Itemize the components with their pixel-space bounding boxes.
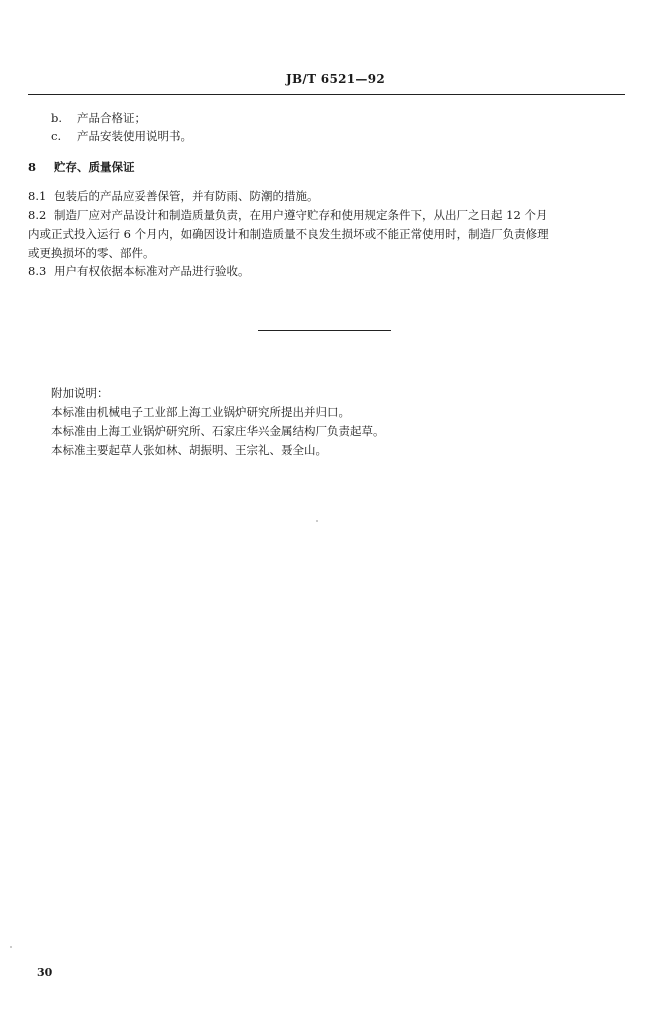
standard-code-header: JB/T 6521—92 (285, 72, 385, 86)
notes-line: 本标准主要起草人张如林、胡振明、王宗礼、聂全山。 (51, 443, 327, 457)
clause-text-continuation: 内或正式投入运行 6 个月内，如确因设计和制造质量不良发生损坏或不能正常使用时，制造厂负责修理 (28, 227, 549, 241)
list-item-text: 产品合格证； (77, 111, 146, 125)
list-item-marker: c. (51, 129, 62, 143)
clause-text: 包装后的产品应妥善保管，并有防雨、防潮的措施。 (54, 189, 319, 203)
clause-text: 用户有权依据本标准对产品进行验收。 (54, 264, 250, 278)
clause-8-1 (28, 189, 319, 203)
list-item-marker: b. (51, 111, 63, 125)
notes-title: 附加说明： (51, 386, 109, 400)
section-heading (28, 160, 135, 174)
scan-speck (316, 520, 318, 522)
clause-8-2 (28, 208, 547, 222)
list-item-text: 产品安装使用说明书。 (77, 129, 192, 143)
clause-number: 8.2 (28, 208, 47, 222)
section-title: 贮存、质量保证 (54, 160, 135, 174)
page-number: 30 (37, 966, 53, 979)
header-divider (28, 94, 625, 95)
clause-text-continuation: 或更换损坏的零、部件。 (28, 246, 155, 260)
section-number: 8 (28, 160, 37, 174)
notes-line: 本标准由机械电子工业部上海工业锅炉研究所提出并归口。 (51, 405, 350, 419)
clause-text: 制造厂应对产品设计和制造质量负责，在用户遵守贮存和使用规定条件下，从出厂之日起 12 个月 (54, 208, 548, 222)
scan-speck (10, 946, 12, 948)
notes-line: 本标准由上海工业锅炉研究所、石家庄华兴金属结构厂负责起草。 (51, 424, 385, 438)
clause-8-3 (28, 264, 250, 278)
clause-number: 8.1 (28, 189, 47, 203)
end-of-text-rule (258, 330, 391, 331)
list-item (51, 129, 192, 143)
clause-number: 8.3 (28, 264, 47, 278)
list-item (51, 111, 146, 125)
